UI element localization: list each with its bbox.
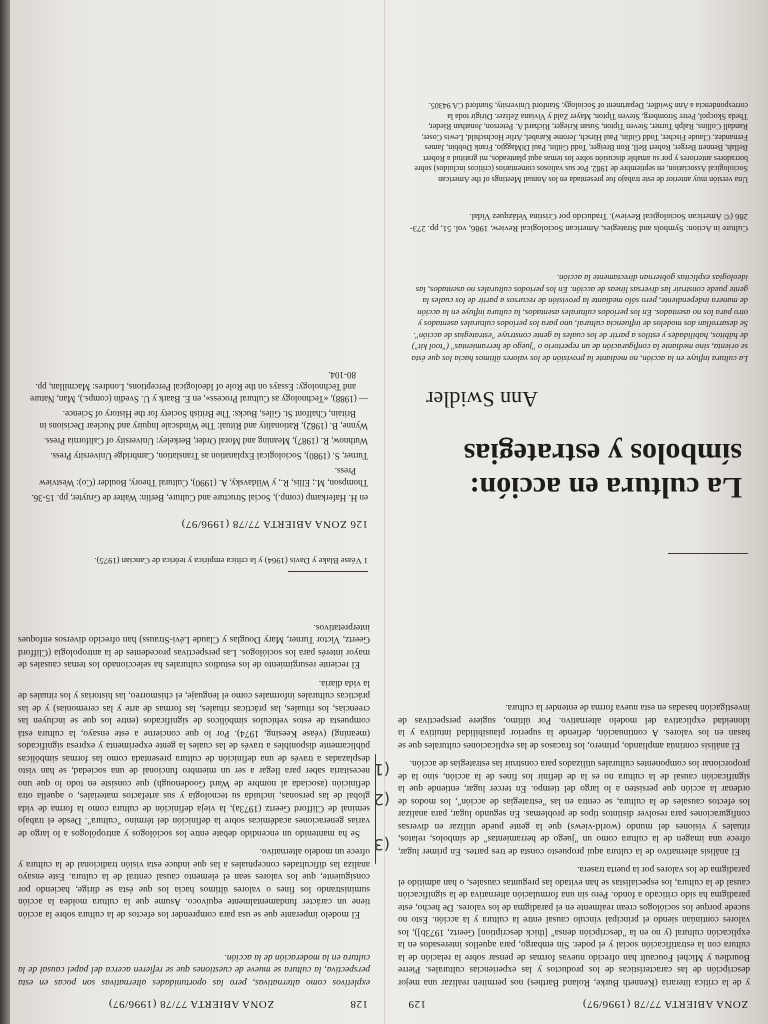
body-paragraph: El reciente resurgimiento de los estudios culturales ha seleccionado los temas causales de mayor interés para los sociólogos. Las perspectivas procedentes de la antropología (Clifford Geertz, Victor Turner, Mary Douglas y Claude Lévi-Strauss) han ofrecido diversos enfoques interpretativos. bbox=[18, 622, 370, 670]
body-paragraph: El análisis continúa ampliando, primero, los fracasos de las explicaciones culturales que se basan en los valores. A continuación, defiende la superior plausibilidad intuitiva y la idoneidad explicativa del modelo alternativo. Por último, sugiere perspectivas de investigación basadas en esta nueva forma de entender la cultura. bbox=[398, 702, 750, 750]
ref-running-head: 126 ZONA ABIERTA 77/78 (1996/97) bbox=[181, 518, 368, 530]
body-paragraph: Se ha mantenido un encendido debate entre los sociólogos y antropólogos a lo largo de varias generaciones académicas sobre la definición del término "cultura". Desde el trabajo seminal de Clifford Geertz (1973a), la vieja definición de cultura como la forma de vida global de las personas, incluida su tecnología y sus artefactos materiales, o aquella otra definición (asociada al nombre de Ward Goodenough) que consiste en todo lo que uno necesitaría saber para llegar a ser un miembro funcional de una sociedad, se han visto desplazadas a través de una definición de cultura presentada como las formas simbólicas públicamente disponibles a través de las cuales la gente experimenta y expresa significados (meaning) (véase Keesing, 1974). Por lo que concierne a este ensayo, la cultura está compuesta de estos vehículos simbólicos de significados (entre los que se incluyen las creencias, los rituales, las prácticas rituales, las formas de arte y las ceremonias) y de las prácticas culturales informales como el lenguaje, el chismorreo, las historias y los rituales de la vida diaria. bbox=[18, 678, 370, 838]
intro-paragraph: y de la crítica literaria (Kenneth Burke, Roland Barthes) nos permiten realizar una mejor descripción de las características de los productos y las experiencias culturales. Pierre Bourdieu y Michel Foucault han ofrecido nuevas formas de pensar sobre la relación de la cultura con la estratificación social y el poder. Sin embargo, para aquellos interesados en la explicación cultural (y no en la "descripción densa" [thick description] Geertz, 1973b]), los valores continúan siendo el principal vínculo causal entre la cultura y la acción. Esto no sucede porque los sociólogos crean realmente en el paradigma de los valores. De hecho, este paradigma ha sido criticado a fondo. Pero sin una formulación alternativa de la significación causal de la cultura, los especialistas se han evitado las preguntas causales, o han admitido el paradigma de los valores por la puerta trasera. bbox=[398, 864, 750, 987]
handwritten-mark: (1 bbox=[373, 760, 390, 779]
reference-item: Wynne, B. (1982), Rationality and Ritual: The Windscale Inquiry and Nuclear Decisions in Britain, Chalfont St. Giles, Bucks: The British Society for the History of Science. bbox=[39, 409, 368, 431]
top-italic-text: expletivos como alternativas, pero las oportunidades alternativas son pocas en esta perspectiva, la cultura se mueve de cuestiones que se refieren acerca del papel causal de la cultura en la moderación de la acción. bbox=[18, 952, 370, 987]
footnote-rule bbox=[668, 553, 748, 554]
body-paragraph: El modelo imperante que se usa para comprender los efectos de la cultura sobre la acción tiene un carácter fundamentalmente equívoco. Asume que la cultura moldea la acción suministrando los fines o valores últimos hacia los que ésta se dirige, haciendo por consiguiente, que los valores sean el elemento causal central de la cultura. Este ensayo analiza las dificultades conceptuales a las que induce esta visión tradicional de la cultura y ofrece un modelo alternativo. bbox=[18, 846, 370, 919]
footnote: 1 Véase Blake y Davis (1964) y la crítica empírica y teórica de Cancian (1975). bbox=[94, 556, 368, 566]
article-title: La cultura en acción: símbolos y estrategias bbox=[463, 437, 742, 504]
reference-item: — (1988), «Technology as Cultural Process», en E. Baark y U. Svedin (comps.), Man, Nature and Technology: Essays on the Role of Ideological Perceptions, Londres: Macmillan, pp. 80-104. bbox=[29, 370, 368, 404]
page-number: 129 bbox=[408, 998, 426, 1010]
citation-note: Culture in Action: Symbols and Strategies, American Sociological Review, 1986, vol. 51, pp. 273-286 (© American Sociological Review). Traducido por Cristina Velázquez Vidal. bbox=[409, 212, 748, 234]
abstract: La cultura influye en la acción, no mediante la provisión de los valores últimos hacia los que ésta se orienta, sino mediante la configuración de un repertorio o "juego de herramientas" ("tool kit") de hábitos, habilidades y estilos a partir de los cuales la gente construye "estrategias de acción". Se desarrollan dos modelos de influencia cultural, uno para los períodos culturales asentados y otro para los no asentados. En los períodos culturales asentados, la cultura influye en la acción de manera independiente, pero sólo mediante la provisión de recursos a partir de los cuales la gente puede construir las diversas líneas de acción. En los periodos culturales no asentados, las ideologías explícitas gobiernan directamente la acción. bbox=[411, 273, 748, 364]
running-head: ZONA ABIERTA 77/78 (1996/97) bbox=[108, 998, 274, 1010]
reference-item: en H. Haferkamp (comp.), Social Structure and Culture, Berlín: Walter de Gruyter, pp. 15-36. bbox=[31, 493, 368, 503]
page-number: 128 bbox=[350, 998, 368, 1010]
article-author: Ann Swidler bbox=[426, 387, 538, 412]
reference-item: Thompson, M.; Ellis, R., y Wildavsky, A. (1990), Cultural Theory, Boulder (Co): Westview Press. bbox=[39, 466, 368, 488]
handwritten-mark: (2 bbox=[373, 790, 390, 809]
running-head: ZONA ABIERTA 77/78 (1996/97) bbox=[582, 998, 748, 1010]
page-129 bbox=[384, 0, 768, 1024]
body-column bbox=[398, 695, 750, 988]
references-list bbox=[28, 366, 368, 504]
body-paragraph: El análisis alternativo de la cultura aquí propuesto consta de tres partes. En primer lugar, ofrece una imagen de la cultura como un "juego de herramientas" de símbolos, relatos, rituales y visiones del mundo (world-views) que la gente puede utilizar en diversas configuraciones para resolver distintos tipos de problemas. En segundo lugar, para analizar los efectos causales de la cultura, se centra en las "estrategias de acción", los modos de ordenar la acción que persisten a lo largo del tiempo. En tercer lugar, entiende que la significación causal de la cultura no es la de definir los fines de la acción, sino la de proporcionar los componentes culturales utilizados para construir las estrategias de acción. bbox=[398, 758, 750, 856]
reference-item: Wuthnow, R. (1987), Meaning and Moral Order, Berkeley: University of California Press. bbox=[43, 436, 368, 446]
handwritten-bracket bbox=[375, 754, 376, 864]
reference-item: Turner, S. (1980), Sociological Explanation as Translation, Cambridge University Press. bbox=[50, 451, 368, 461]
body-column bbox=[18, 615, 370, 921]
handwritten-mark: (3 bbox=[373, 835, 390, 854]
footnote-rule bbox=[288, 571, 368, 572]
author-acknowledgement: Una versión muy anterior de este trabajo fue presentada en los Annual Meetings of the American Sociological Association, en septiembre de 1982. Por sus valiosos comentarios (críticos incluidos) sobre borradores anteriores y por su amable discusión sobre los temas aquí planteados, mi gratitud a Robert Bellah, Bennett Berger, Robert Bell, Ron Breiger, Todd Gitlin, Paul DiMaggio, Frank Dobbin, James Fernandez, Claude Fischer, Todd Gitlin, Paul Hirsch, Jerome Karabel, Arlie Hochschild, Lewis Coser, Randall Collins, Ralph Turner, Steven Tipton, Susan Krieger, Richard A. Peterson, Jonathan Rieder, Theda Skocpol, Peter Stromberg, Steven Tipton, Mayer Zald y Viviana Zelizer. Dirigir toda la correspondencia a Ann Swidler, Department of Sociology, Stanford University, Stanford CA 94305. bbox=[414, 101, 748, 184]
